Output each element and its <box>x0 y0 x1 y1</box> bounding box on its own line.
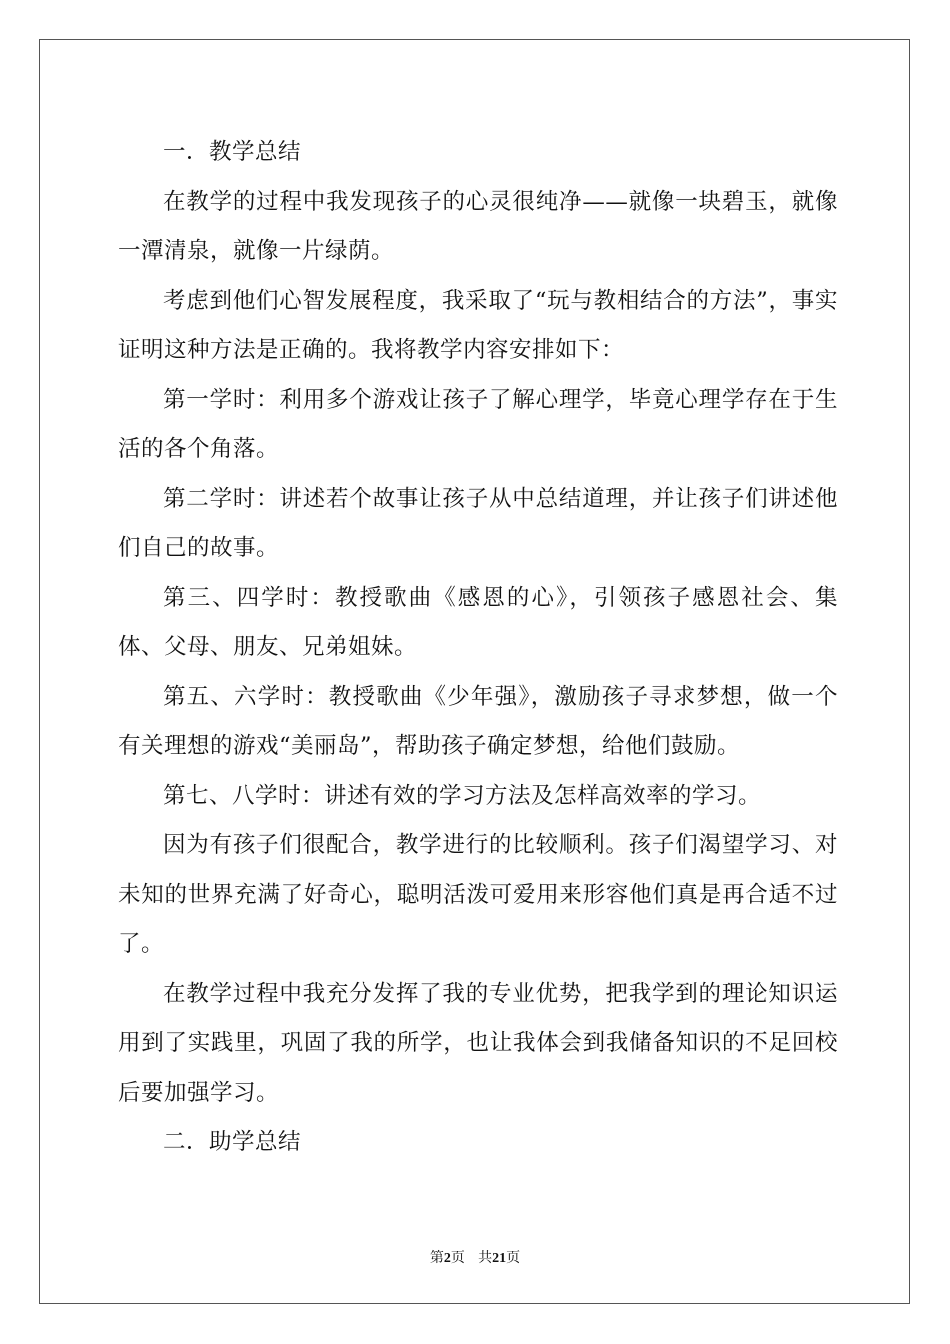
total-prefix: 共 <box>478 1250 493 1266</box>
paragraph: 第五、六学时：教授歌曲《少年强》，激励孩子寻求梦想，做一个有关理想的游戏“美丽岛”，帮助孩子确定梦想，给他们鼓励。 <box>118 683 838 759</box>
page-footer <box>0 1247 950 1267</box>
total-suffix: 页 <box>506 1250 521 1266</box>
paragraph: 第七、八学时：讲述有效的学习方法及怎样高效率的学习。 <box>163 782 762 809</box>
section-heading-assistance: 二．助学总结 <box>163 1129 302 1155</box>
paragraph: 在教学过程中我充分发挥了我的专业优势，把我学到的理论知识运用到了实践里，巩固了我的所学，也让我体会到我储备知识的不足回校后要加强学习。 <box>118 980 838 1106</box>
paragraph: 第三、四学时：教授歌曲《感恩的心》，引领孩子感恩社会、集体、父母、朋友、兄弟姐妹。 <box>118 584 838 660</box>
page-prefix: 第 <box>429 1250 444 1266</box>
paragraph: 第一学时：利用多个游戏让孩子了解心理学，毕竟心理学存在于生活的各个角落。 <box>118 386 838 462</box>
paragraph: 因为有孩子们很配合，教学进行的比较顺利。孩子们渴望学习、对未知的世界充满了好奇心，聪明活泼可爱用来形容他们真是再合适不过了。 <box>118 832 838 957</box>
document-body <box>118 128 838 1168</box>
page-suffix: 页 <box>450 1250 465 1266</box>
paragraph: 在教学的过程中我发现孩子的心灵很纯净——就像一块碧玉，就像一潭清泉，就像一片绿荫。 <box>118 188 838 264</box>
total-pages: 21 <box>492 1251 507 1266</box>
paragraph: 考虑到他们心智发展程度，我采取了“玩与教相结合的方法”，事实证明这种方法是正确的。我将教学内容安排如下： <box>118 287 838 363</box>
page-number: 2 <box>443 1251 451 1266</box>
section-heading-teaching: 一．教学总结 <box>163 139 302 165</box>
paragraph: 第二学时：讲述若个故事让孩子从中总结道理，并让孩子们讲述他们自己的故事。 <box>118 485 838 561</box>
